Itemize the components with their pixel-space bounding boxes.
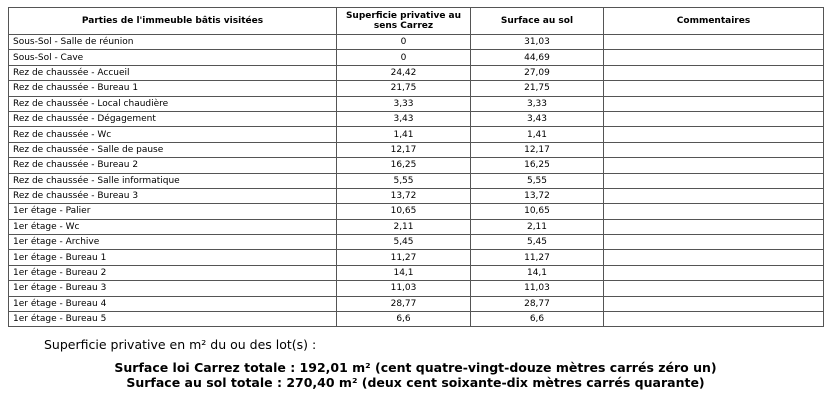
- cell-commentaire: [604, 219, 824, 234]
- cell-carrez: 0: [337, 50, 471, 65]
- cell-surface-sol: 13,72: [471, 188, 604, 203]
- table-row: [9, 204, 824, 219]
- table-body: [9, 35, 824, 327]
- cell-commentaire: [604, 188, 824, 203]
- cell-partie: Rez de chaussée - Accueil: [9, 65, 337, 80]
- cell-surface-sol: 11,27: [471, 250, 604, 265]
- table-row: [9, 312, 824, 327]
- cell-commentaire: [604, 250, 824, 265]
- cell-commentaire: [604, 158, 824, 173]
- table-header-row: [9, 8, 824, 35]
- cell-surface-sol: 21,75: [471, 81, 604, 96]
- table-row: [9, 127, 824, 142]
- cell-surface-sol: 31,03: [471, 35, 604, 50]
- cell-carrez: 2,11: [337, 219, 471, 234]
- cell-carrez: 11,27: [337, 250, 471, 265]
- surface-table: [8, 7, 824, 327]
- table-row: [9, 188, 824, 203]
- cell-commentaire: [604, 65, 824, 80]
- cell-partie: 1er étage - Bureau 5: [9, 312, 337, 327]
- carrez-total: Surface loi Carrez totale : 192,01 m² (cent quatre-vingt-douze mètres carrés zéro un): [114, 360, 717, 375]
- cell-commentaire: [604, 111, 824, 126]
- cell-commentaire: [604, 281, 824, 296]
- cell-surface-sol: 1,41: [471, 127, 604, 142]
- cell-partie: Sous-Sol - Cave: [9, 50, 337, 65]
- table-row: [9, 158, 824, 173]
- cell-carrez: 5,45: [337, 235, 471, 250]
- cell-surface-sol: 3,33: [471, 96, 604, 111]
- cell-partie: Rez de chaussée - Salle de pause: [9, 142, 337, 157]
- cell-carrez: 0: [337, 35, 471, 50]
- cell-surface-sol: 5,45: [471, 235, 604, 250]
- cell-partie: 1er étage - Archive: [9, 235, 337, 250]
- sol-total: Surface au sol totale : 270,40 m² (deux cent soixante-dix mètres carrés quarante): [126, 375, 705, 390]
- cell-surface-sol: 5,55: [471, 173, 604, 188]
- cell-carrez: 13,72: [337, 188, 471, 203]
- cell-carrez: 16,25: [337, 158, 471, 173]
- cell-carrez: 24,42: [337, 65, 471, 80]
- cell-carrez: 12,17: [337, 142, 471, 157]
- table-row: [9, 111, 824, 126]
- cell-commentaire: [604, 204, 824, 219]
- table-row: [9, 235, 824, 250]
- cell-commentaire: [604, 50, 824, 65]
- cell-commentaire: [604, 96, 824, 111]
- cell-carrez: 1,41: [337, 127, 471, 142]
- cell-commentaire: [604, 312, 824, 327]
- cell-partie: Rez de chaussée - Local chaudière: [9, 96, 337, 111]
- table-row: [9, 50, 824, 65]
- header-commentaires: Commentaires: [604, 8, 824, 35]
- cell-partie: Rez de chaussée - Dégagement: [9, 111, 337, 126]
- cell-partie: 1er étage - Bureau 2: [9, 265, 337, 280]
- cell-carrez: 3,33: [337, 96, 471, 111]
- cell-partie: Rez de chaussée - Bureau 1: [9, 81, 337, 96]
- table-row: [9, 265, 824, 280]
- cell-carrez: 10,65: [337, 204, 471, 219]
- cell-surface-sol: 2,11: [471, 219, 604, 234]
- cell-surface-sol: 12,17: [471, 142, 604, 157]
- cell-partie: Rez de chaussée - Bureau 2: [9, 158, 337, 173]
- cell-carrez: 6,6: [337, 312, 471, 327]
- cell-surface-sol: 6,6: [471, 312, 604, 327]
- cell-commentaire: [604, 35, 824, 50]
- cell-surface-sol: 14,1: [471, 265, 604, 280]
- cell-carrez: 21,75: [337, 81, 471, 96]
- cell-commentaire: [604, 142, 824, 157]
- cell-partie: 1er étage - Wc: [9, 219, 337, 234]
- cell-carrez: 11,03: [337, 281, 471, 296]
- table-row: [9, 250, 824, 265]
- cell-commentaire: [604, 173, 824, 188]
- cell-partie: Rez de chaussée - Wc: [9, 127, 337, 142]
- table-row: [9, 35, 824, 50]
- cell-surface-sol: 3,43: [471, 111, 604, 126]
- cell-commentaire: [604, 81, 824, 96]
- summary-intro: Superficie privative en m² du ou des lot(s) :: [44, 337, 317, 352]
- cell-surface-sol: 11,03: [471, 281, 604, 296]
- cell-partie: 1er étage - Bureau 4: [9, 296, 337, 311]
- table-row: [9, 96, 824, 111]
- cell-surface-sol: 44,69: [471, 50, 604, 65]
- table-row: [9, 173, 824, 188]
- table-row: [9, 281, 824, 296]
- cell-carrez: 28,77: [337, 296, 471, 311]
- cell-surface-sol: 16,25: [471, 158, 604, 173]
- cell-carrez: 5,55: [337, 173, 471, 188]
- cell-commentaire: [604, 296, 824, 311]
- cell-partie: 1er étage - Bureau 1: [9, 250, 337, 265]
- table-row: [9, 142, 824, 157]
- cell-carrez: 3,43: [337, 111, 471, 126]
- cell-surface-sol: 28,77: [471, 296, 604, 311]
- cell-partie: Sous-Sol - Salle de réunion: [9, 35, 337, 50]
- table-row: [9, 296, 824, 311]
- cell-partie: Rez de chaussée - Salle informatique: [9, 173, 337, 188]
- cell-commentaire: [604, 265, 824, 280]
- header-surface-sol: Surface au sol: [471, 8, 604, 35]
- header-carrez: Superficie privative au sens Carrez: [337, 8, 471, 35]
- cell-commentaire: [604, 235, 824, 250]
- cell-surface-sol: 27,09: [471, 65, 604, 80]
- table-row: [9, 65, 824, 80]
- cell-commentaire: [604, 127, 824, 142]
- cell-carrez: 14,1: [337, 265, 471, 280]
- cell-partie: 1er étage - Palier: [9, 204, 337, 219]
- table-row: [9, 219, 824, 234]
- cell-partie: Rez de chaussée - Bureau 3: [9, 188, 337, 203]
- cell-partie: 1er étage - Bureau 3: [9, 281, 337, 296]
- table-row: [9, 81, 824, 96]
- header-parties: Parties de l'immeuble bâtis visitées: [9, 8, 337, 35]
- cell-surface-sol: 10,65: [471, 204, 604, 219]
